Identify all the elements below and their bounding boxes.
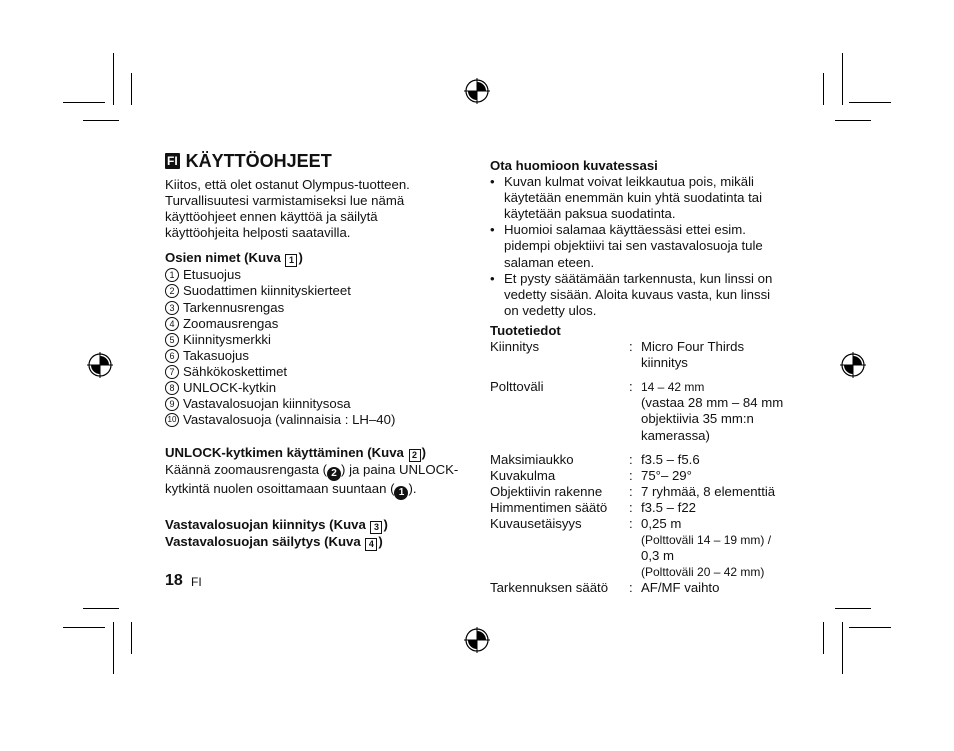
crop-mark (823, 622, 824, 654)
list-item: • Huomioi salamaa käyttäessäsi ettei esim. pidempi objektiivi tai sen vastavalosuoja tule salaman eteen. (490, 222, 763, 270)
list-item: 10 Vastavalosuoja (valinnaisia : LH–40) (165, 412, 475, 428)
list-item: 6 Takasuojus (165, 348, 475, 364)
list-item: 9 Vastavalosuojan kiinnitysosa (165, 396, 475, 412)
unlock-instructions: Käännä zoomausrengasta ( 2 ) ja paina UNLOCK- kytkintä nuolen osoittamaan suuntaan ( 1 ). (165, 462, 459, 499)
table-row: Tarkennuksen säätö : AF/MF vaihto (490, 580, 720, 596)
crop-mark (849, 102, 891, 103)
crop-mark (131, 73, 132, 105)
specs-table (490, 339, 810, 596)
figure-number: 3 (370, 521, 382, 534)
specs-heading: Tuotetiedot (490, 322, 561, 338)
figure-number: 2 (409, 449, 421, 462)
notes-list (490, 174, 810, 319)
hood-store-heading: Vastavalosuojan säilytys (Kuva 4 ) (165, 534, 383, 550)
crop-mark (83, 120, 119, 121)
list-item: 2 Suodattimen kiinnityskierteet (165, 283, 475, 299)
list-item: 1 Etusuojus (165, 267, 475, 283)
registration-mark-icon (464, 627, 490, 653)
list-item: 4 Zoomausrengas (165, 316, 475, 332)
intro-line: käyttöohjeita helposti saatavilla. (165, 225, 351, 241)
left-column (165, 151, 475, 551)
table-row: Kuvakulma : 75°– 29° (490, 467, 692, 483)
crop-mark (842, 622, 843, 674)
table-row: Polttoväli : 14 – 42 mm (vastaa 28 mm – 84 mm objektiivia 35 mm:n kamerassa) (490, 379, 784, 443)
table-row: Himmentimen säätö : f3.5 – f22 (490, 499, 696, 515)
crop-mark (131, 622, 132, 654)
parts-heading: Osien nimet (Kuva 1 ) (165, 250, 303, 266)
crop-mark (835, 608, 871, 609)
right-column (490, 158, 810, 596)
list-item: 8 UNLOCK-kytkin (165, 380, 475, 396)
notes-heading: Ota huomioon kuvatessasi (490, 158, 658, 173)
page-heading: KÄYTTÖOHJEET (185, 151, 332, 171)
crop-mark (113, 53, 114, 105)
crop-mark (823, 73, 824, 105)
language-badge: FI (167, 154, 178, 168)
table-row: Kuvausetäisyys : 0,25 m (Polttoväli 14 – 19 mm) / 0,3 m (Polttoväli 20 – 42 mm) (490, 515, 772, 580)
parts-list (165, 267, 475, 428)
list-item: • Kuvan kulmat voivat leikkautua pois, mikäli käytetään enemmän kuin yhtä suodatinta tai käytetään paksua suodatinta. (490, 174, 763, 222)
crop-mark (113, 622, 114, 674)
step-marker-icon: 1 (394, 486, 408, 500)
page-number: 18 (165, 572, 183, 589)
crop-mark (83, 608, 119, 609)
crop-mark (849, 627, 891, 628)
registration-mark-icon (87, 352, 113, 378)
page-language: FI (191, 575, 202, 589)
list-item: 5 Kiinnitysmerkki (165, 332, 475, 348)
hood-attach-heading: Vastavalosuojan kiinnitys (Kuva 3 ) (165, 517, 388, 533)
intro-line: käyttöohjeet ennen käyttöä ja säilytä (165, 209, 378, 225)
figure-number: 1 (285, 254, 297, 267)
figure-number: 4 (365, 538, 377, 551)
unlock-heading: UNLOCK-kytkimen käyttäminen (Kuva 2 ) (165, 445, 426, 461)
step-marker-icon: 2 (327, 467, 341, 481)
table-row: Objektiivin rakenne : 7 ryhmää, 8 elementtiä (490, 483, 776, 499)
list-item: 3 Tarkennusrengas (165, 300, 475, 316)
crop-mark (842, 53, 843, 105)
table-row: Maksimiaukko : f3.5 – f5.6 (490, 451, 700, 467)
intro-paragraph (165, 177, 475, 241)
crop-mark (63, 627, 105, 628)
intro-line: Turvallisuutesi varmistamiseksi lue nämä (165, 193, 405, 209)
page-title (165, 151, 475, 171)
crop-mark (835, 120, 871, 121)
registration-mark-icon (464, 78, 490, 104)
crop-mark (63, 102, 105, 103)
intro-line: Kiitos, että olet ostanut Olympus-tuotteen. (165, 177, 410, 192)
list-item: • Et pysty säätämään tarkennusta, kun linssi on vedetty sisään. Aloita kuvaus vasta, kun linssi on vedetty ulos. (490, 270, 773, 318)
list-item: 7 Sähkökoskettimet (165, 364, 475, 380)
table-row: Kiinnitys : Micro Four Thirds kiinnitys (490, 339, 745, 371)
registration-mark-icon (840, 352, 866, 378)
